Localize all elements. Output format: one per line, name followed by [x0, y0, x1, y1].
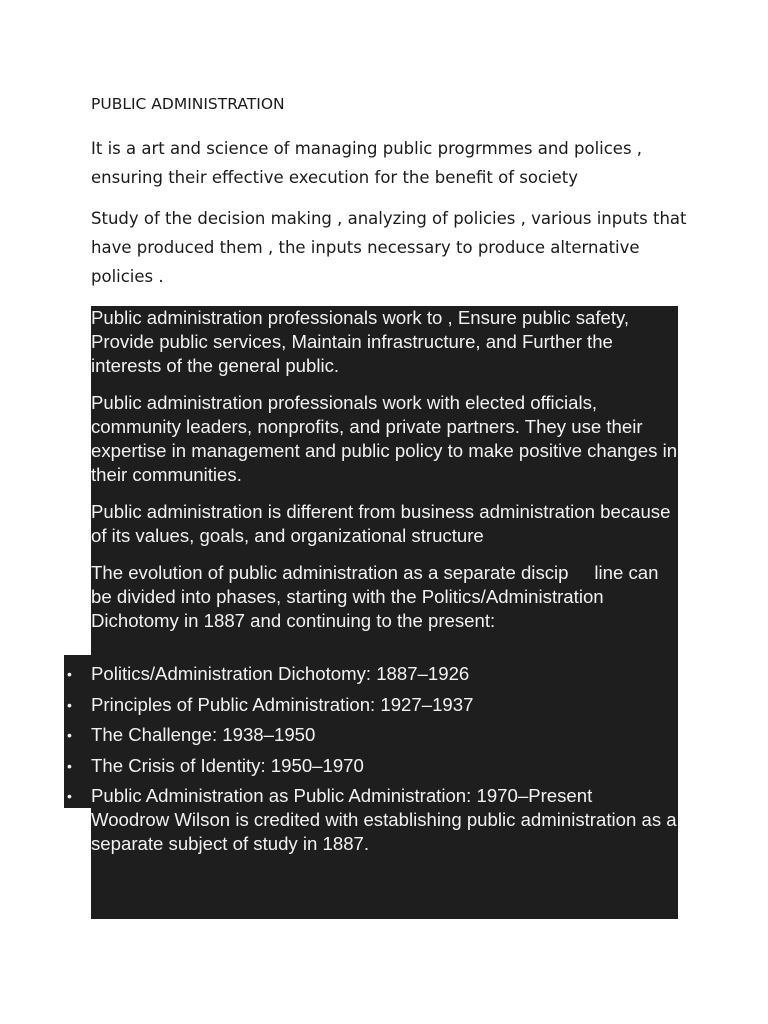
list-item: [64, 723, 684, 754]
highlighted-text: [91, 306, 681, 646]
document-heading: PUBLIC ADMINISTRATION: [91, 95, 285, 113]
bullet-icon: •: [67, 696, 72, 713]
phases-list: [64, 662, 684, 815]
definition-paragraph: It is a art and science of managing public progrmmes and polices , ensuring their effective execution for the benefit of society: [91, 139, 643, 187]
bullet-icon: •: [67, 666, 72, 682]
list-item: [64, 754, 684, 785]
bullet-icon: •: [67, 757, 72, 774]
bullet-icon: •: [67, 727, 72, 743]
list-item-text: The Crisis of Identity: 1950–1970: [91, 754, 364, 776]
list-item-text: Public Administration as Public Administration: 1970–Present: [91, 785, 593, 806]
highlighted-paragraph-4: The evolution of public administration as a separate discip line can be divided into phases, starting with the Politics/Administration Dichotomy in 1887 and continuing to the present:: [91, 562, 664, 631]
bullet-icon: •: [67, 788, 72, 804]
closing-statement: Woodrow Wilson is credited with establishing public administration as a separate subject of study in 1887.: [91, 809, 677, 854]
list-item: [64, 693, 684, 724]
list-item-text: The Challenge: 1938–1950: [91, 724, 316, 745]
highlighted-paragraph-3: Public administration is different from business administration because of its values, goals, and organizational structure: [91, 501, 671, 546]
highlighted-paragraph-2: Public administration professionals work with elected officials, community leaders, nonprofits, and private partners. They use their expertise in management and public policy to make positive changes in their communities.: [91, 392, 678, 485]
list-item: [64, 662, 684, 693]
highlighted-paragraph-1: Public administration professionals work to , Ensure public safety, Provide public services, Maintain infrastructure, and Further the interests of the general public.: [91, 307, 630, 376]
list-item-text: Principles of Public Administration: 1927–1937: [91, 693, 474, 715]
list-item-text: Politics/Administration Dichotomy: 1887–1926: [91, 663, 470, 684]
study-paragraph: Study of the decision making , analyzing of policies , various inputs that have produced them , the inputs necessary to produce alternative policies .: [91, 209, 687, 286]
